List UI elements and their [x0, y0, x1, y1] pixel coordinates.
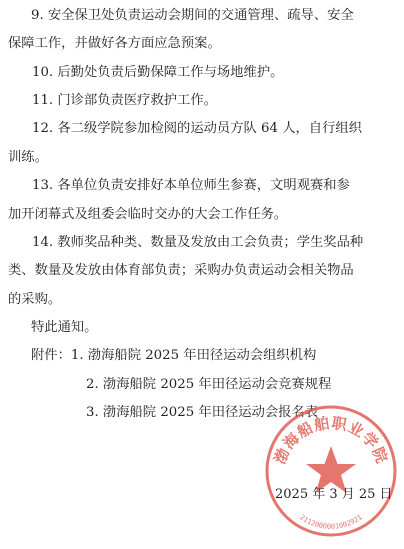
- seal-name-text: 渤海船舶职业学院: [270, 413, 392, 467]
- paragraph-13-line-1: 13. 各单位负责安排好本单位师生参赛，文明观赛和参: [32, 178, 350, 193]
- seal-code-text: 2112000001002921: [298, 513, 364, 531]
- paragraph-9-line-2: 保障工作，并做好各方面应急预案。: [8, 36, 221, 51]
- svg-text:2112000001002921: [298, 513, 364, 531]
- attachments-label: 附件：: [31, 348, 71, 363]
- attachments-line-1: [0, 347, 404, 365]
- paragraph-9-line-1: 9. 安全保卫处负责运动会期间的交通管理、疏导、安全: [31, 8, 354, 23]
- attachment-item-2: 2. 渤海船院 2025 年田径运动会竞赛规程: [86, 377, 332, 392]
- paragraph-12-line-1: 12. 各二级学院参加检阅的运动员方队 64 人，自行组织: [32, 121, 362, 136]
- attachment-item-3: 3. 渤海船院 2025 年田径运动会报名表: [86, 405, 319, 420]
- paragraph-14-line-2: 类、数量及发放由体育部负责；采购办负责运动会相关物品: [8, 263, 354, 278]
- notice-line: 特此通知。: [31, 320, 98, 335]
- paragraph-10: 10. 后勤处负责后勤保障工作与场地维护。: [32, 65, 284, 80]
- paragraph-13-line-2: 加开闭幕式及组委会临时交办的大会工作任务。: [8, 207, 288, 222]
- paragraph-14-line-1: 14. 教师奖品种类、数量及发放由工会负责；学生奖品种: [32, 235, 364, 250]
- document-date: 2025 年 3 月 25 日: [275, 487, 393, 502]
- paragraph-14-line-3: 的采购。: [8, 292, 62, 307]
- attachment-item-1: 1. 渤海船院 2025 年田径运动会组织机构: [70, 348, 317, 363]
- paragraph-12-line-2: 训练。: [8, 150, 48, 165]
- official-seal-icon: [262, 402, 400, 540]
- paragraph-11: 11. 门诊部负责医疗救护工作。: [32, 93, 217, 108]
